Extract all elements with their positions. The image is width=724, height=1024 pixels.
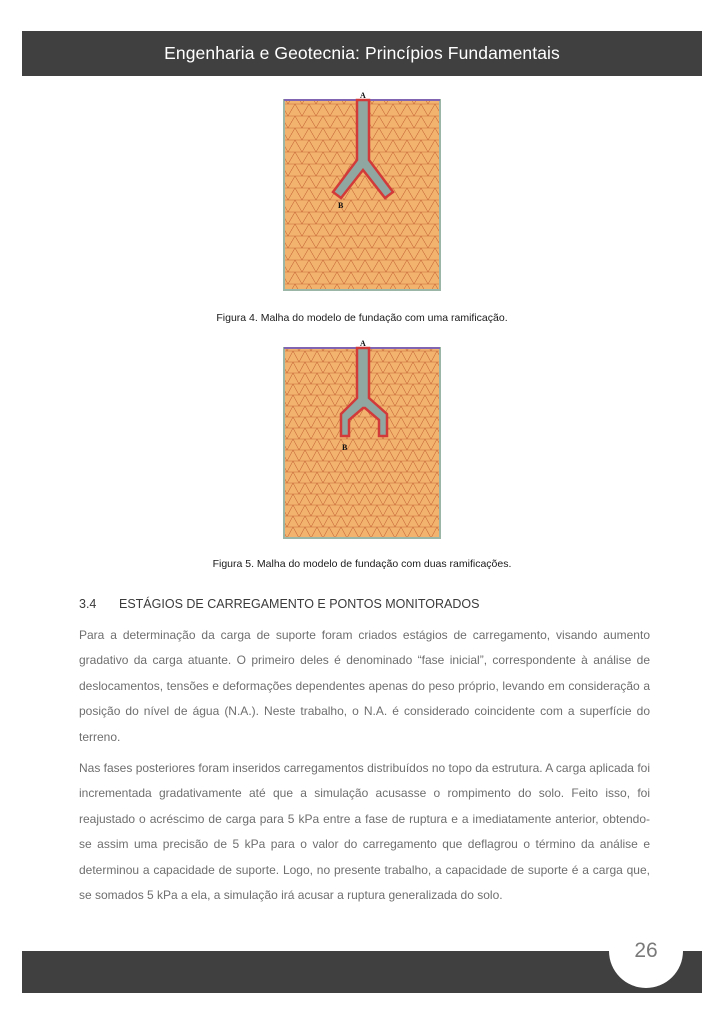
figure-one-branch bbox=[281, 92, 443, 292]
page-number-badge bbox=[609, 914, 683, 988]
section-number: 3.4 bbox=[79, 597, 97, 611]
mesh-figure-one-branch bbox=[281, 92, 443, 292]
point-b-label: B bbox=[338, 201, 344, 210]
figure-5-caption: Figura 5. Malha do modelo de fundação com duas ramificações. bbox=[212, 558, 512, 570]
figure-two-branches bbox=[281, 340, 443, 540]
mesh-figure-two-branches bbox=[281, 340, 443, 540]
figure-4-caption: Figura 4. Malha do modelo de fundação com uma ramificação. bbox=[216, 312, 508, 324]
paragraph-1: Para a determinação da carga de suporte foram criados estágios de carregamento, visando aumento gradativo da carga atuante. O primeiro deles é denominado “fase inicial”, correspondente à análise de deslocamentos, tensões e deformações dependentes apenas do peso próprio, levando em consideração a posição do nível de água (N.A.). Neste trabalho, o N.A. é considerado coincidente com a superfície do terreno. bbox=[79, 628, 650, 744]
point-a-label: A bbox=[360, 92, 366, 100]
header-title: Engenharia e Geotecnia: Princípios Fundamentais bbox=[164, 43, 560, 63]
paragraph-2: Nas fases posteriores foram inseridos carregamentos distribuídos no topo da estrutura. A carga aplicada foi incrementada gradativamente até que a simulação acusasse o rompimento do solo. Feito isso, foi reajustado o acréscimo de carga para 5 kPa entre a fase de ruptura e a imediatamente anterior, obtendo-se assim uma precisão de 5 kPa para o valor do carregamento que deflagrou o término da análise e determinou a capacidade de suporte. Logo, no presente trabalho, a capacidade de suporte é a carga que, se somados 5 kPa a ela, a simulação irá acusar a ruptura generalizada do solo. bbox=[79, 761, 650, 903]
page-footer bbox=[22, 951, 702, 993]
point-a-label: A bbox=[360, 340, 366, 348]
page-number: 26 bbox=[634, 939, 658, 962]
point-b-label: B bbox=[342, 443, 348, 452]
page-header bbox=[22, 31, 702, 76]
section-title: ESTÁGIOS DE CARREGAMENTO E PONTOS MONITORADOS bbox=[119, 597, 480, 611]
section-heading bbox=[79, 597, 679, 611]
